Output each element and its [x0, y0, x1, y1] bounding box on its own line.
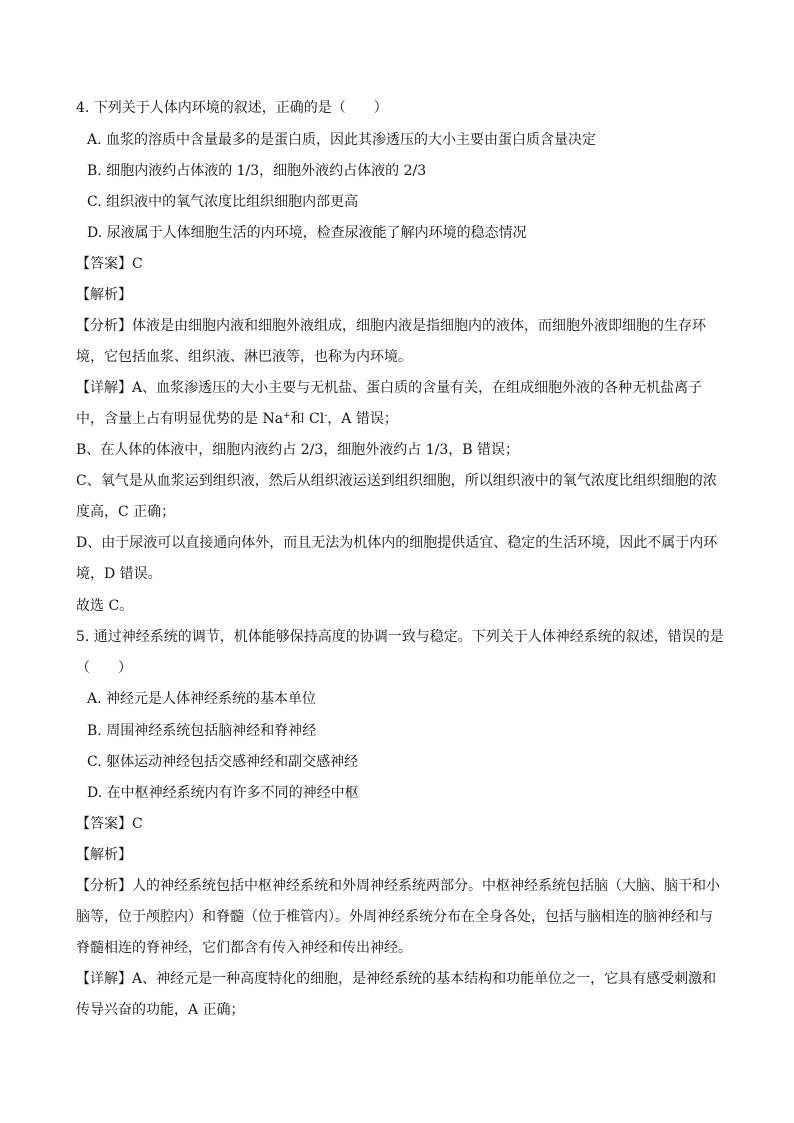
- question-5-option-c: C. 躯体运动神经包括交感神经和副交感神经: [87, 754, 359, 770]
- question-4-option-b: B. 细胞内液约占体液的 1/3，细胞外液约占体液的 2/3: [87, 163, 427, 179]
- question-4-detail-line: D、由于尿液可以直接通向体外，而且无法为机体内的细胞提供适宜、稳定的生活环境，因此不属于内环: [76, 535, 718, 551]
- question-4-detail-line: B、在人体的体液中，细胞内液约占 2/3，细胞外液约占 1/3，B 错误；: [76, 442, 519, 458]
- question-4-detail-line: C、氧气是从血浆运到组织液，然后从组织液运送到组织细胞，所以组织液中的氧气浓度比组织细胞的浓: [76, 473, 717, 489]
- question-4-answer: 【答案】C: [76, 256, 143, 272]
- detail-text: 中，含量上占有明显优势的是 Na: [76, 411, 284, 427]
- question-4-option-a: A. 血浆的溶质中含量最多的是蛋白质，因此其渗透压的大小主要由蛋白质含量决定: [87, 132, 597, 148]
- question-4-detail-line: 【详解】A、血浆渗透压的大小主要与无机盐、蛋白质的含量有关，在组成细胞外液的各种无机盐离子: [76, 380, 703, 396]
- question-4-analysis-header: 【解析】: [76, 287, 132, 303]
- question-4-detail-line-ions: [76, 409, 726, 429]
- question-5-option-a: A. 神经元是人体神经系统的基本单位: [87, 691, 317, 707]
- detail-text: ，A 错误；: [327, 411, 398, 427]
- question-4-stem: 4. 下列关于人体内环境的叙述，正确的是（ ）: [76, 100, 388, 116]
- question-4-detail-line: 度高，C 正确；: [76, 504, 176, 520]
- question-5-option-b: B. 周围神经系统包括脑神经和脊神经: [87, 723, 317, 739]
- superscript: +: [283, 411, 291, 421]
- question-5-stem: 5. 通过神经系统的调节，机体能够保持高度的协调一致与稳定。下列关于人体神经系统的叙述，错误的是: [76, 629, 724, 645]
- question-5-detail-line: 传导兴奋的功能，A 正确；: [76, 1002, 245, 1018]
- question-5-detail-line: 【详解】A、神经元是一种高度特化的细胞，是神经系统的基本结构和功能单位之一，它具有感受刺激和: [76, 971, 717, 987]
- question-4-analysis-line: 【分析】体液是由细胞内液和细胞外液组成，细胞内液是指细胞内的液体，而细胞外液即细胞的生存环: [76, 318, 706, 334]
- question-5-analysis-header: 【解析】: [76, 847, 132, 863]
- superscript: -: [324, 411, 328, 421]
- question-4-analysis-line: 境，它包括血浆、组织液、淋巴液等，也称为内环境。: [76, 349, 412, 365]
- detail-text: 和 Cl: [290, 411, 325, 427]
- question-5-answer: 【答案】C: [76, 816, 143, 832]
- question-4-detail-line: 境，D 错误。: [76, 566, 162, 582]
- question-5-stem-bracket: （ ）: [76, 660, 132, 676]
- question-5-analysis-line: 脊髓相连的脊神经，它们都含有传入神经和传出神经。: [76, 940, 412, 956]
- question-4-conclusion: 故选 C。: [76, 598, 134, 614]
- question-5-analysis-line: 脑等，位于颅腔内）和脊髓（位于椎管内）。外周神经系统分布在全身各处，包括与脑相连的脑神经和与: [76, 909, 713, 925]
- question-5-analysis-line: 【分析】人的神经系统包括中枢神经系统和外周神经系统两部分。中枢神经系统包括脑（大脑、脑干和小: [76, 878, 720, 894]
- question-4-option-c: C. 组织液中的氧气浓度比组织细胞内部更高: [87, 194, 359, 210]
- question-4-option-d: D. 尿液属于人体细胞生活的内环境，检查尿液能了解内环境的稳态情况: [87, 225, 527, 241]
- question-5-option-d: D. 在中枢神经系统内有许多不同的神经中枢: [87, 785, 359, 801]
